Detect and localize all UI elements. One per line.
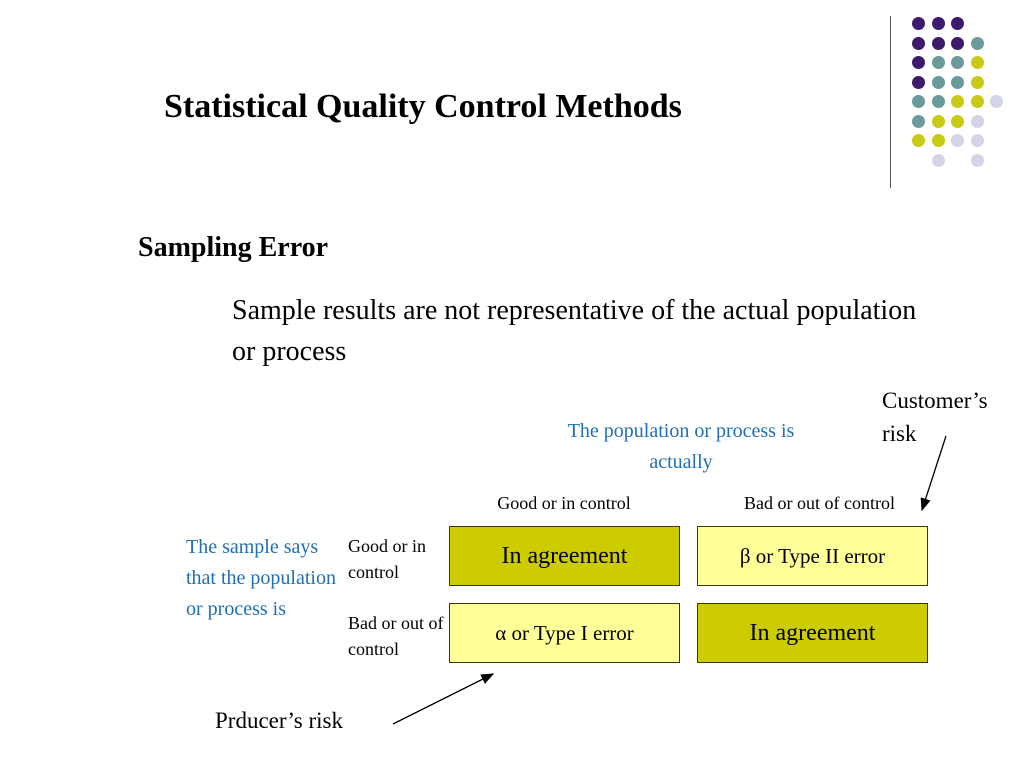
producer-risk-arrow (393, 674, 493, 724)
cell-text: In agreement (501, 542, 628, 569)
cell-text: α or Type I error (495, 620, 634, 645)
definition-text: Sample results are not representative of the actual population or process (232, 295, 917, 367)
slide-title: Statistical Quality Control Methods (164, 88, 682, 125)
producer-risk-label: Prducer’s risk (215, 708, 343, 733)
row-label-bad: Bad or out of control (348, 613, 444, 659)
customer-risk-label: Customer’s risk (882, 388, 988, 446)
column-label-good: Good or in control (497, 493, 631, 513)
column-label-bad: Bad or out of control (744, 493, 895, 513)
column-group-header: The population or process is actually (567, 420, 795, 473)
row-label-good: Good or in control (348, 536, 426, 582)
customer-risk-arrow (922, 436, 946, 510)
row-group-header: The sample says that the population or process is (186, 536, 336, 620)
section-heading: Sampling Error (138, 232, 329, 263)
cell-text: β or Type II error (739, 543, 886, 568)
cell-text: In agreement (749, 619, 876, 646)
